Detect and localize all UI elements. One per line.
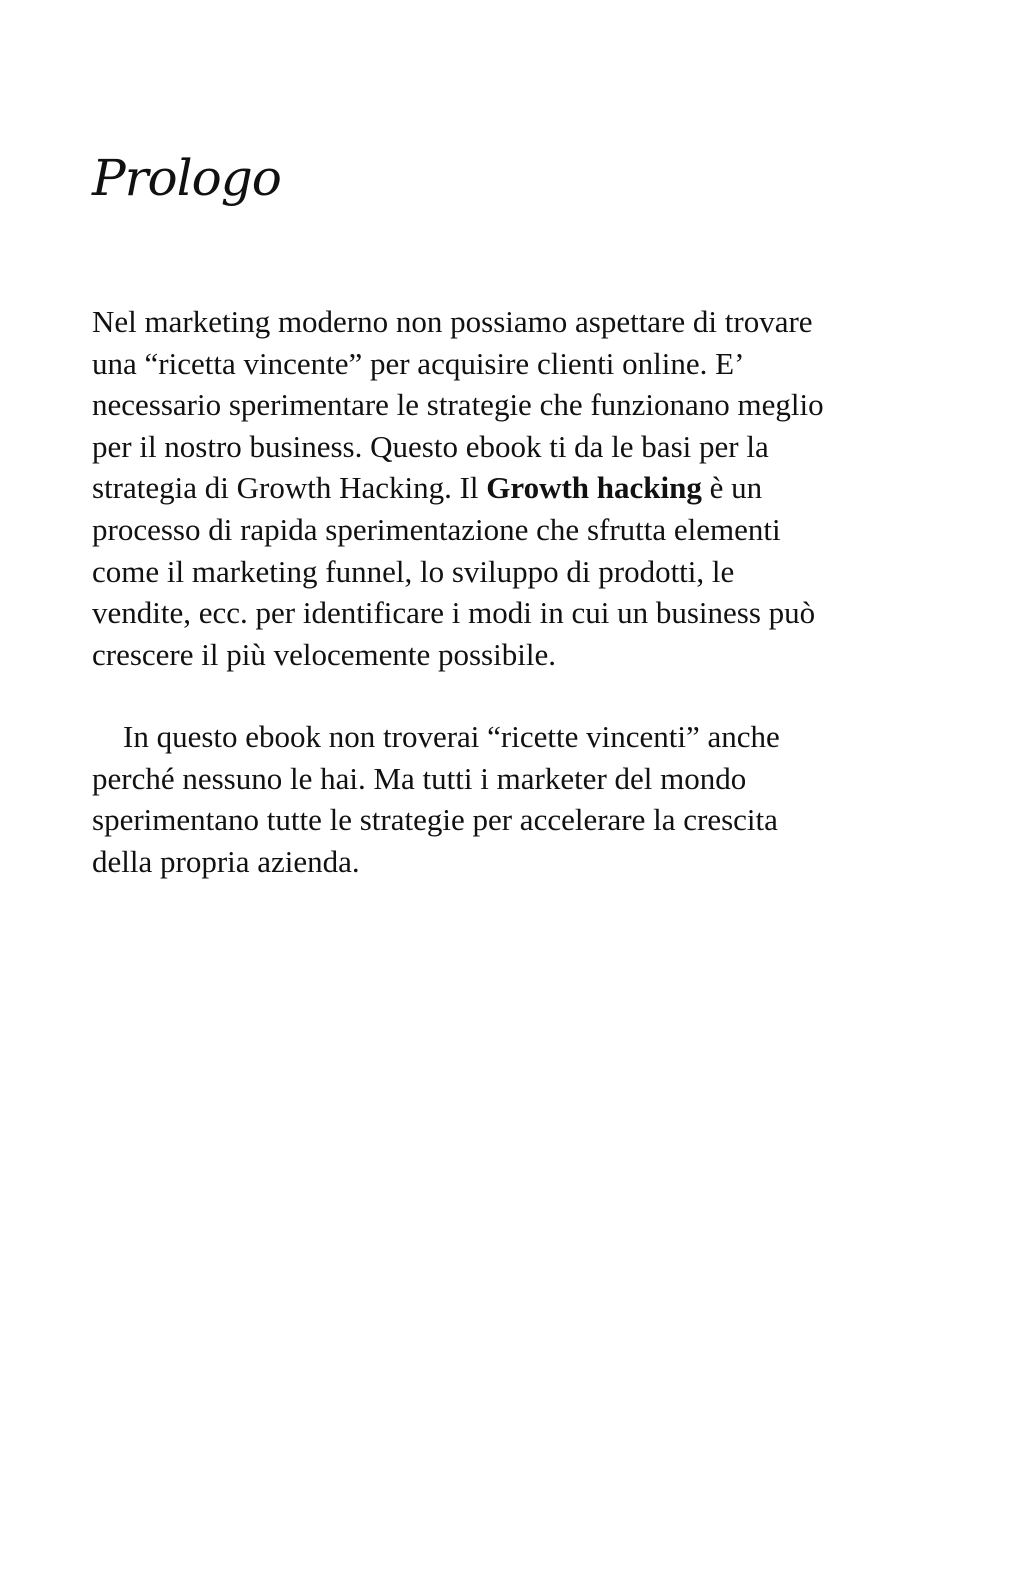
text-line: Nel marketing moderno non possiamo aspettare di trovare — [92, 304, 813, 339]
paragraph-intro — [92, 301, 952, 675]
text-line: vendite, ecc. per identificare i modi in cui un business può — [92, 595, 816, 631]
paragraph-closing — [92, 716, 952, 882]
text-line-with-emphasis — [92, 467, 952, 509]
text-line: In questo ebook non troverai “ricette vincenti” anche — [123, 719, 780, 754]
text-segment: strategia di Growth Hacking. Il — [92, 470, 487, 506]
text-line: processo di rapida sperimentazione che sfrutta elementi — [92, 511, 781, 547]
text-segment: è un — [701, 470, 763, 506]
text-line: crescere il più velocemente possibile. — [92, 636, 556, 672]
chapter-title: Prologo — [92, 149, 281, 207]
bold-term: Growth hacking — [486, 470, 702, 506]
text-line: per il nostro business. Questo ebook ti da le basi per la — [92, 428, 769, 464]
text-line: perché nessuno le hai. Ma tutti i marketer del mondo — [92, 760, 747, 796]
text-line: necessario sperimentare le strategie che funzionano meglio — [92, 387, 824, 423]
text-line: della propria azienda. — [92, 843, 360, 879]
text-line: come il marketing funnel, lo sviluppo di prodotti, le — [92, 553, 735, 589]
text-line: sperimentano tutte le strategie per accelerare la crescita — [92, 802, 778, 838]
text-line: una “ricetta vincente” per acquisire clienti online. E’ — [92, 345, 745, 381]
